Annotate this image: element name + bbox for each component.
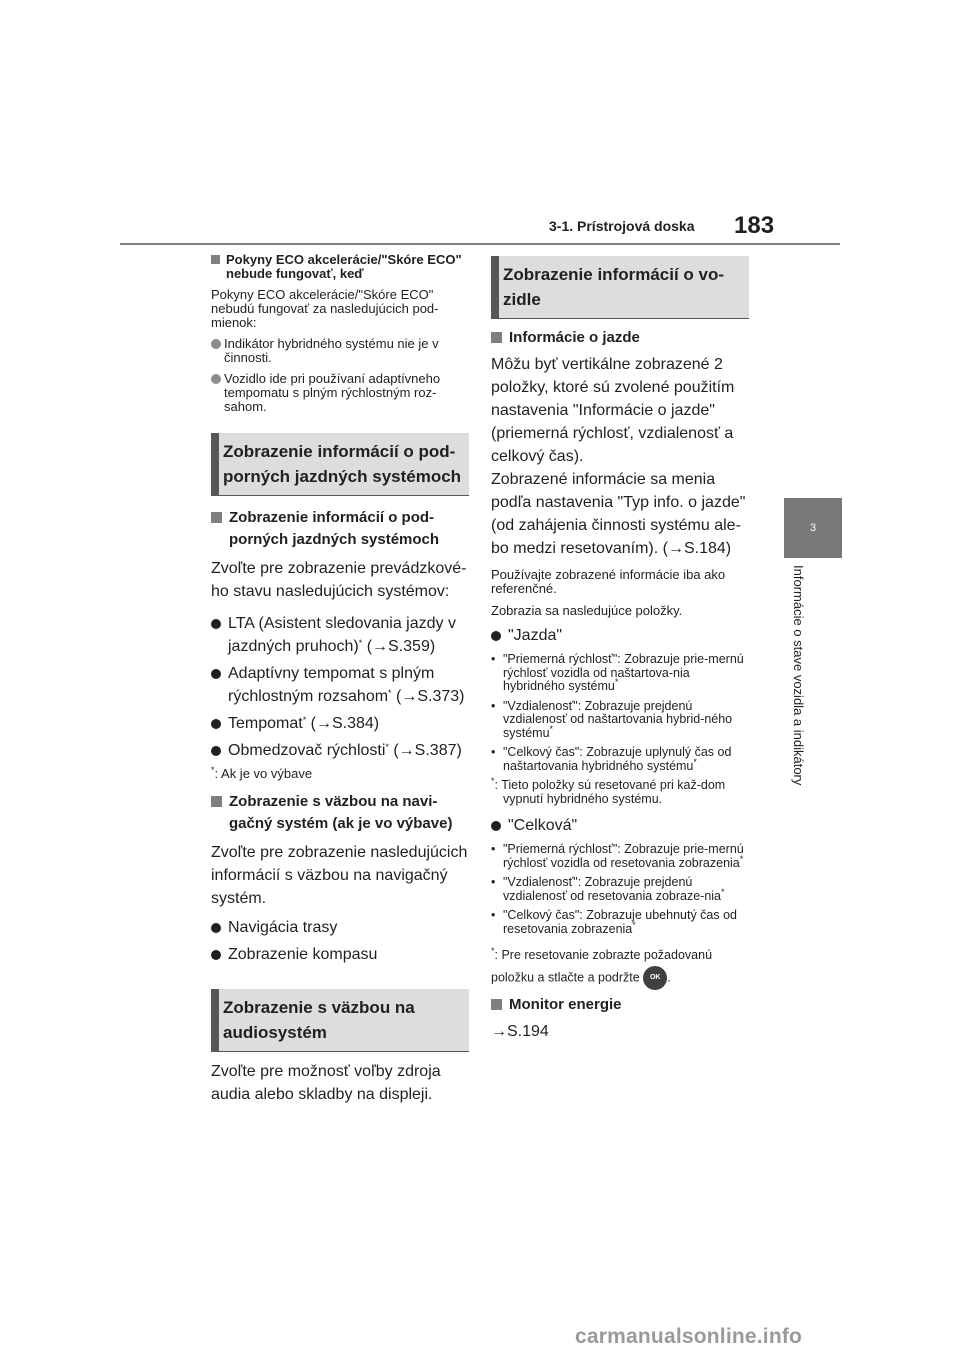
section-title: 3-1. Prístrojová doska: [549, 218, 695, 234]
chapter-side-title: Informácie o stave vozidla a indikátory: [791, 565, 806, 786]
subheading-navigation: [211, 791, 469, 835]
subheading-energy-text: Monitor energie: [509, 996, 622, 1013]
footnote-mark: *: [358, 638, 363, 648]
navigation-item: Navigácia trasy: [211, 916, 469, 939]
footnote-mark: *: [211, 765, 215, 775]
page-reference: (→S.359): [362, 638, 436, 655]
footnote-mark: *: [693, 756, 697, 767]
driving-body-1: Môžu byť vertikálne zobrazené 2 položky, ktoré sú zvolené použitím nastavenia "Informácie o jazde" (priemerná rýchlosť, vzdialenosť a celkový čas).: [491, 356, 735, 465]
system-item: [211, 712, 469, 735]
driving-note: Zobrazia sa nasledujúce položky.: [491, 603, 683, 618]
section-underline: [211, 1051, 469, 1052]
page-number: 183: [734, 212, 775, 239]
eco-item: Indikátor hybridného systému nie je v činnosti.: [211, 337, 469, 365]
eco-body: Pokyny ECO akcelerácie/"Skóre ECO" nebudú fungovať za nasledujúcich pod-mienok:: [211, 287, 439, 330]
subheading-navigation-text: Zobrazenie s väzbou na navi-gačný systém (ak je vo výbave): [229, 793, 453, 832]
footnote: [211, 767, 469, 781]
jazda-item: [491, 700, 749, 741]
audio-body: Zvoľte pre možnosť voľby zdroja audia alebo skladby na displeji.: [211, 1063, 441, 1103]
system-item: [211, 612, 469, 658]
navigation-item: Zobrazenie kompasu: [211, 943, 469, 966]
jazda-item-text: "Vzdialenosť": Zobrazuje prejdenú vzdialenosť od naštartovania hybrid-ného systému: [503, 698, 733, 740]
page-reference: (→S.387): [388, 742, 462, 759]
celkova-item-text: "Priemerná rýchlosť": Zobrazuje prie-mernú rýchlosť vozidla od resetovania zobrazenia: [503, 842, 744, 870]
subheading-driving-info: [491, 327, 749, 349]
system-item-label: Obmedzovač rýchlosti: [228, 742, 386, 759]
footnote-mark: *: [491, 776, 495, 786]
celkova-item-text: "Celkový čas": Zobrazuje ubehnutý čas od resetovania zobrazenia: [503, 908, 737, 936]
square-bullet-icon: [211, 512, 222, 523]
square-bullet-icon: [211, 255, 220, 264]
jazda-footnote-text: : Tieto položky sú resetované pri kaž-dom vypnutí hybridného systému.: [494, 778, 726, 806]
footnote-mark: *: [302, 715, 307, 725]
left-column: [211, 253, 469, 1106]
footnote-text: : Ak je vo výbave: [214, 766, 313, 781]
square-bullet-icon: [491, 332, 502, 343]
jazda-item-text: "Priemerná rýchlosť": Zobrazuje prie-mernú rýchlosť vozidla od naštartova-nia hybridného systému: [503, 652, 744, 693]
footnote-mark: *: [549, 723, 554, 734]
footnote-mark: *: [721, 886, 725, 897]
eco-heading: [211, 253, 469, 281]
footnote-mark: *: [632, 919, 636, 930]
system-item-label: Tempomat: [228, 715, 303, 732]
navigation-body: Zvoľte pre zobrazenie nasledujúcich informácií s väzbou na navigačný systém.: [211, 844, 468, 907]
section-title-audio: Zobrazenie s väzbou na audiosystém: [223, 998, 415, 1042]
section-underline: [211, 495, 469, 496]
celkova-heading: "Celková": [491, 814, 749, 837]
driving-body-2: Zobrazené informácie sa menia podľa nastavenia "Typ info. o jazde" (od zahájenia činnosti systému ale-bo medzi resetovaním). (→S.184): [491, 471, 746, 557]
celkova-item: [491, 909, 749, 936]
chapter-tab: 3: [784, 498, 842, 558]
section-title-support-systems: Zobrazenie informácií o pod-porných jazdných systémoch: [223, 442, 462, 486]
page-reference: (→S.384): [306, 715, 380, 732]
section-box-vehicle-info: [491, 256, 749, 318]
footnote-mark: *: [614, 677, 619, 687]
celkova-item: [491, 843, 749, 870]
energy-monitor-reference: →S.194: [491, 1023, 549, 1040]
footnote-mark: *: [388, 688, 392, 698]
section-box-support-systems: [211, 433, 469, 495]
subheading-energy-monitor: [491, 994, 749, 1016]
watermark: carmanualsonline.info: [575, 1325, 803, 1348]
section-box-audio: [211, 989, 469, 1051]
footnote-mark: *: [739, 853, 744, 864]
ok-button-icon: OK: [643, 966, 667, 990]
header-divider: [120, 243, 840, 245]
subheading-support-systems: [211, 507, 469, 551]
system-item-label: LTA (Asistent sledovania jazdy v jazdných pruhoch): [228, 615, 456, 655]
jazda-item: [491, 746, 749, 773]
subheading-support-text: Zobrazenie informácií o pod-porných jazdných systémoch: [229, 509, 440, 548]
footnote-mark: *: [385, 742, 389, 752]
jazda-heading: "Jazda": [491, 624, 749, 647]
celkova-item: [491, 876, 749, 903]
system-item-label: Adaptívny tempomat s plným rýchlostným rozsahom: [228, 665, 435, 705]
system-item: [211, 739, 469, 762]
jazda-item: [491, 653, 749, 694]
square-bullet-icon: [491, 999, 502, 1010]
driving-note: Používajte zobrazené informácie iba ako referenčné.: [491, 567, 726, 596]
celkova-footnote-text: : Pre resetovanie zobrazte požadovanú položku a stlačte a podržte: [491, 948, 713, 985]
footnote-mark: *: [491, 946, 495, 956]
section-title-vehicle-info: Zobrazenie informácií o vo-zidle: [503, 265, 725, 309]
square-bullet-icon: [211, 796, 222, 807]
jazda-footnote: [491, 776, 749, 806]
eco-item: Vozidlo ide pri používaní adaptívneho tempomatu s plným rýchlostným roz-sahom.: [211, 372, 469, 414]
eco-heading-text: Pokyny ECO akcelerácie/"Skóre ECO" nebude fungovať, keď: [226, 252, 462, 281]
page-reference: (→S.373): [391, 688, 465, 705]
system-item: [211, 662, 469, 708]
celkova-item-text: "Vzdialenosť": Zobrazuje prejdenú vzdialenosť od resetovania zobraze-nia: [503, 875, 722, 903]
right-column: [491, 253, 749, 1043]
celkova-footnote: [491, 944, 749, 990]
celkova-footnote-end: .: [667, 970, 671, 985]
section-underline: [491, 318, 749, 319]
support-body: Zvoľte pre zobrazenie prevádzkové-ho stavu nasledujúcich systémov:: [211, 560, 467, 600]
jazda-item-text: "Celkový čas": Zobrazuje uplynulý čas od naštartovania hybridného systému: [503, 745, 732, 773]
subheading-driving-text: Informácie o jazde: [509, 329, 640, 346]
